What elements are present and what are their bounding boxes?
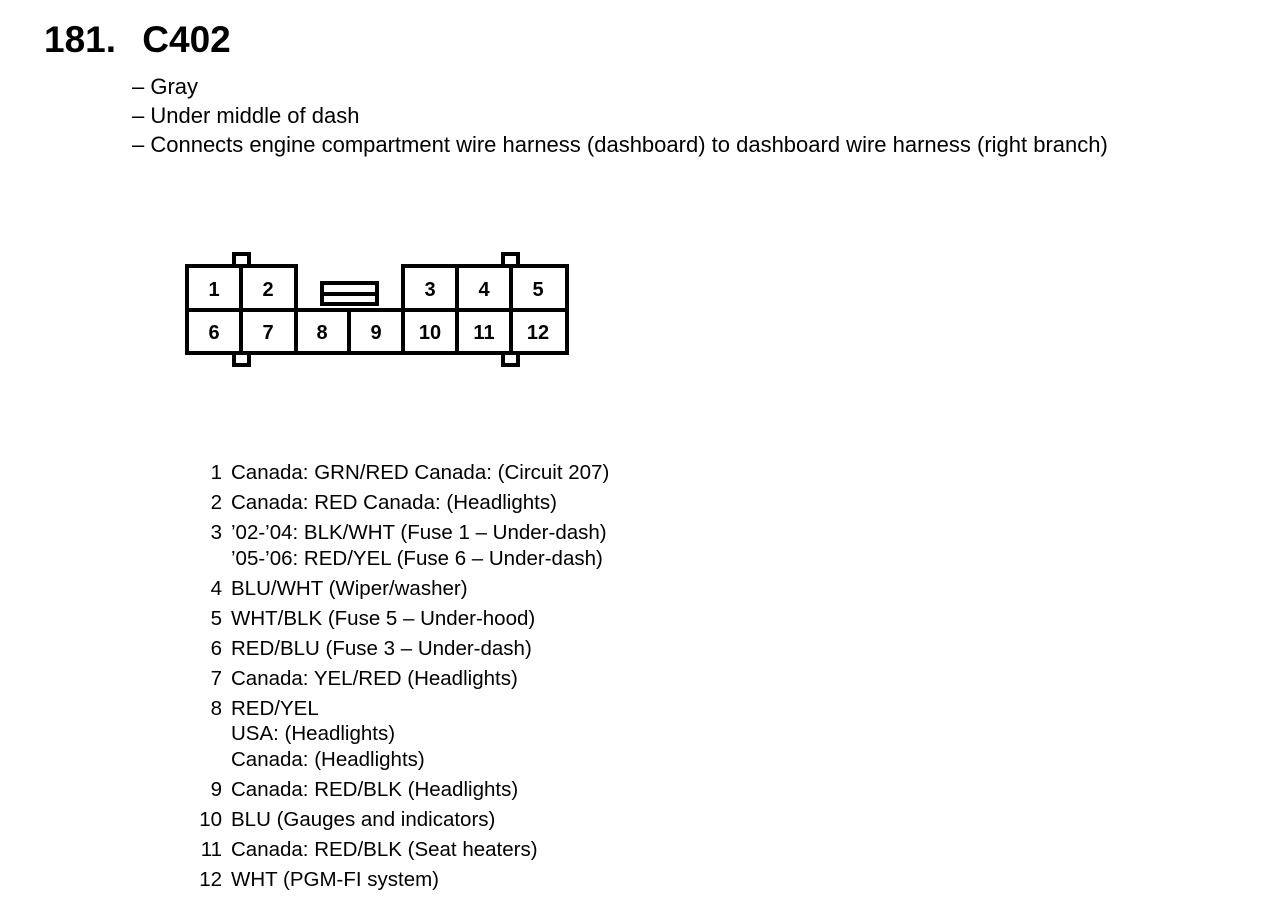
pin-entry [190, 520, 609, 571]
pin-description: RED/BLU (Fuse 3 – Under-dash) [231, 636, 532, 660]
pin-number: 5 [210, 606, 222, 630]
pin-number: 12 [199, 867, 222, 891]
description-location: – Under middle of dash [132, 103, 360, 128]
pin-number: 9 [210, 777, 222, 801]
pin-number: 11 [200, 837, 222, 861]
pin-description: Canada: YEL/RED (Headlights) [231, 666, 518, 690]
connector-face-diagram [0, 0, 1264, 420]
pin-entry [190, 490, 609, 516]
pin-number: 6 [210, 636, 222, 660]
pin-label: 9 [370, 322, 382, 344]
pin-label: 10 [418, 322, 442, 344]
pin-description: Canada: GRN/RED Canada: (Circuit 207) [231, 461, 610, 484]
pin-number: 2 [210, 491, 222, 514]
pin-description: BLU (Gauges and indicators) [231, 807, 496, 831]
pin-number: 8 [210, 696, 222, 720]
pin-label: 6 [208, 322, 220, 344]
pin-label: 7 [262, 322, 274, 344]
description-connects: – Connects engine compartment wire harness (dashboard) to dashboard wire harness (right branch) [132, 132, 1108, 157]
connector-id: C402 [142, 19, 231, 60]
pin-entry [190, 837, 609, 863]
pin-label: 2 [262, 279, 274, 301]
pin-label: 11 [473, 322, 495, 344]
pin-description: Canada: RED/BLK (Seat heaters) [231, 837, 538, 861]
pin-label: 12 [526, 322, 550, 344]
pin-entry [190, 576, 609, 602]
pin-description: Canada: RED Canada: (Headlights) [231, 491, 557, 514]
pin-label: 1 [208, 279, 220, 301]
pin-assignment-list [190, 460, 609, 897]
pin-entry [190, 867, 609, 893]
pin-label: 5 [532, 279, 544, 301]
pin-entry [190, 696, 609, 773]
pin-number: 10 [199, 807, 222, 831]
pin-entry [190, 666, 609, 692]
pin-description: Canada: RED/BLK (Headlights) [231, 777, 519, 801]
pin-number: 3 [210, 521, 222, 544]
pin-description: RED/YEL USA: (Headlights) Canada: (Headlights) [231, 696, 425, 771]
pin-entry [190, 460, 609, 486]
description-color: – Gray [132, 74, 199, 99]
section-number: 181. [44, 19, 117, 60]
pin-number: 1 [210, 461, 222, 484]
pin-number: 7 [210, 666, 222, 690]
pin-label: 4 [478, 279, 490, 301]
pin-label: 3 [424, 279, 436, 301]
pin-entry [190, 636, 609, 662]
pin-description: ’02-’04: BLK/WHT (Fuse 1 – Under-dash) ’05-’06: RED/YEL (Fuse 6 – Under-dash) [231, 521, 607, 570]
pin-entry [190, 777, 609, 803]
pin-entry [190, 606, 609, 632]
pin-description: WHT (PGM-FI system) [231, 867, 440, 891]
pin-entry [190, 807, 609, 833]
pin-description: WHT/BLK (Fuse 5 – Under-hood) [231, 606, 536, 630]
pin-label: 8 [316, 322, 328, 344]
key-slot [322, 283, 377, 304]
pin-description: BLU/WHT (Wiper/washer) [231, 576, 468, 600]
pin-number: 4 [210, 576, 222, 600]
